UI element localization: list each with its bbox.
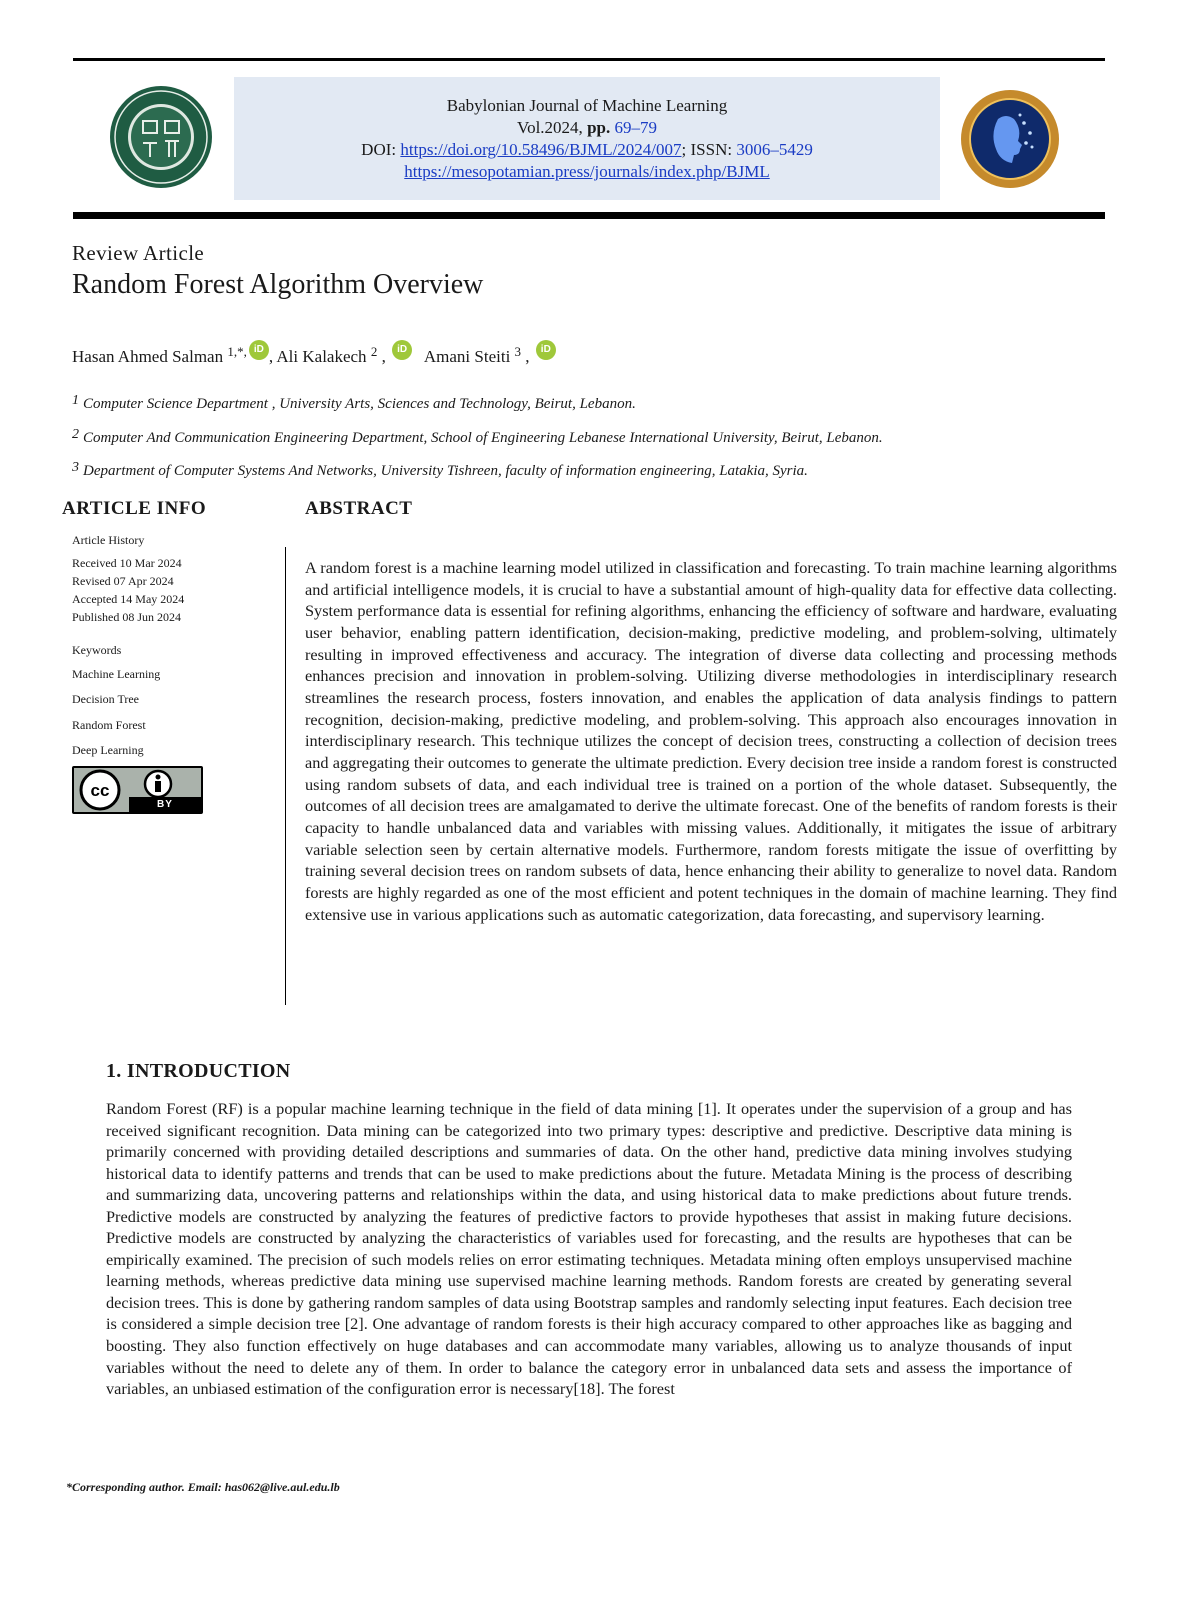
license-label: BY	[129, 797, 201, 812]
article-history-label: Article History	[72, 533, 145, 547]
corresponding-author-footnote: *Corresponding author. Email: has062@live.aul.edu.lb	[66, 1480, 340, 1494]
article-type: Review Article	[72, 241, 205, 265]
affiliation-number: 3	[72, 460, 79, 475]
abstract-divider	[285, 547, 286, 1005]
license-badge[interactable]	[72, 766, 203, 814]
published-date: Published 08 Jun 2024	[72, 610, 182, 624]
orcid-icon[interactable]: iD	[536, 340, 556, 360]
author-affil-marker: 2	[370, 344, 378, 359]
received-date: Received 10 Mar 2024	[72, 556, 182, 570]
author-affil-marker: 3	[514, 344, 522, 359]
orcid-icon[interactable]: iD	[249, 340, 269, 360]
author-name: Ali Kalakech	[276, 347, 367, 366]
author-name: Amani Steiti	[423, 347, 511, 366]
article-title: Random Forest Algorithm Overview	[72, 269, 484, 300]
affiliation-text: Computer Science Department , University Arts, Sciences and Technology, Beirut, Lebanon.	[83, 396, 636, 412]
issn-label: ; ISSN:	[681, 140, 733, 159]
author-separator: ,	[377, 347, 391, 366]
author-separator: ,	[268, 347, 277, 366]
journal-logo-icon	[960, 89, 1060, 189]
issn-value: 3006–5429	[736, 140, 813, 159]
affiliation-number: 1	[72, 393, 79, 408]
keyword-item: Machine Learning	[72, 667, 161, 681]
doi-line	[234, 139, 940, 161]
journal-url-link[interactable]: https://mesopotamian.press/journals/index.php/BJML	[404, 162, 770, 181]
keyword-item: Random Forest	[72, 718, 146, 732]
keywords-label: Keywords	[72, 643, 122, 657]
article-info-heading: ARTICLE INFO	[62, 498, 207, 519]
journal-info-box	[234, 77, 940, 200]
header-top-rule	[73, 58, 1105, 61]
volume-label: Vol.2024,	[517, 118, 583, 137]
author-list	[72, 340, 556, 367]
orcid-icon[interactable]: iD	[392, 340, 412, 360]
publisher-logo-icon	[109, 85, 213, 189]
introduction-heading: 1. INTRODUCTION	[106, 1060, 291, 1082]
page-range: 69–79	[614, 118, 657, 137]
svg-text:cc: cc	[90, 781, 110, 800]
abstract-heading: ABSTRACT	[305, 498, 413, 519]
affiliation-text: Computer And Communication Engineering Department, School of Engineering Lebanese International University, Beirut, Lebanon.	[83, 430, 883, 446]
abstract-text: A random forest is a machine learning model utilized in classification and forecasting. To train machine learning algorithms and artificial intelligence models, it is crucial to have a substantial amount of high-quality data for effective data collecting. System performance data is essential for refining algorithms, enhancing the efficiency of software and hardware, evaluating user behavior, enabling pattern identification, decision-making, predictive modeling, and problem-solving, ultimately resulting in improved effectiveness and accuracy. The integration of diverse data collecting and processing methods enhances precision and innovation in problem-solving. Utilizing diverse methodologies in interdisciplinary research streamlines the research process, fosters innovation, and enables the application of data analysis findings to pattern recognition, decision-making, predictive modeling, and problem-solving. This approach also encourages innovation in interdisciplinary research. This technique utilizes the concept of decision trees, constructing a collection of decision trees and aggregating their outcomes to generate the ultimate prediction. Every decision tree inside a random forest is constructed using random subsets of data, and each individual tree is trained on a portion of the whole dataset. Subsequently, the outcomes of all decision trees are amalgamated to derive the ultimate forecast. One of the benefits of random forests is their capacity to handle unbalanced data and variables with missing values. Additionally, it mitigates the issue of arbitrary variable selection seen by certain alternative models. Furthermore, random forests mitigate the issue of overfitting by training several decision trees on random subsets of data, hence enhancing their ability to generalize to novel data. Random forests are highly regarded as one of the most efficient and potent techniques in the domain of machine learning. They find extensive use in various applications such as automatic categorization, data forecasting, and supervisory learning.	[305, 558, 1117, 924]
journal-name: Babylonian Journal of Machine Learning	[446, 96, 728, 115]
pp-label: pp.	[587, 118, 611, 137]
volume-line	[234, 117, 940, 139]
journal-url-line	[234, 161, 940, 183]
author-name: Hasan Ahmed Salman	[72, 347, 224, 366]
affiliation-2	[72, 427, 883, 447]
doi-link[interactable]: https://doi.org/10.58496/BJML/2024/007	[400, 140, 682, 159]
keyword-item: Deep Learning	[72, 743, 144, 757]
doi-label: DOI:	[361, 140, 397, 159]
affiliation-text: Department of Computer Systems And Networks, University Tishreen, faculty of information engineering, Latakia, Syria.	[83, 463, 808, 479]
author-separator: ,	[521, 347, 534, 366]
accepted-date: Accepted 14 May 2024	[72, 592, 185, 606]
introduction-text: Random Forest (RF) is a popular machine learning technique in the field of data mining [1]. It operates under the supervision of a group and has received significant recognition. Data mining can be categorized into two primary types: descriptive and predictive. Descriptive data mining is primarily concerned with providing detailed descriptions and summaries of data. On the other hand, predictive data mining involves studying historical data to identify patterns and trends that can be used to make predictions about the future. Metadata Mining is the process of describing and summarizing data, uncovering patterns and relationships within the data, and using historical data to make predictions about future trends. Predictive models are constructed by analyzing the features of predictive factors to provide hypotheses that assist in making future decisions. Predictive models are constructed by analyzing the characteristics of variables used for forecasting, and the results are hypotheses that can be empirically examined. The precision of such models relies on error estimating techniques. Metadata mining often employs unsupervised machine learning methods, whereas predictive data mining use supervised machine learning methods. Random forests are created by generating several decision trees. This is done by gathering random samples of data using Bootstrap samples and randomly selecting input features. Each decision tree is considered a simple decision tree [2]. One advantage of random forests is their high accuracy compared to other approaches like as bagging and boosting. They also function effectively on huge databases and can accommodate many variables, allowing us to analyze thousands of input variables without the need to delete any of them. In order to balance the category error in unbalanced data sets and assess the importance of variables, an unbiased estimation of the configuration error is necessary[18]. The forest	[106, 1099, 1072, 1399]
affiliation-number: 2	[72, 427, 79, 442]
author-affil-marker: 1,*,	[227, 344, 247, 359]
revised-date: Revised 07 Apr 2024	[72, 574, 174, 588]
affiliation-1	[72, 393, 636, 413]
header-bottom-rule	[73, 212, 1105, 219]
affiliation-3	[72, 460, 808, 480]
keyword-item: Decision Tree	[72, 692, 139, 706]
